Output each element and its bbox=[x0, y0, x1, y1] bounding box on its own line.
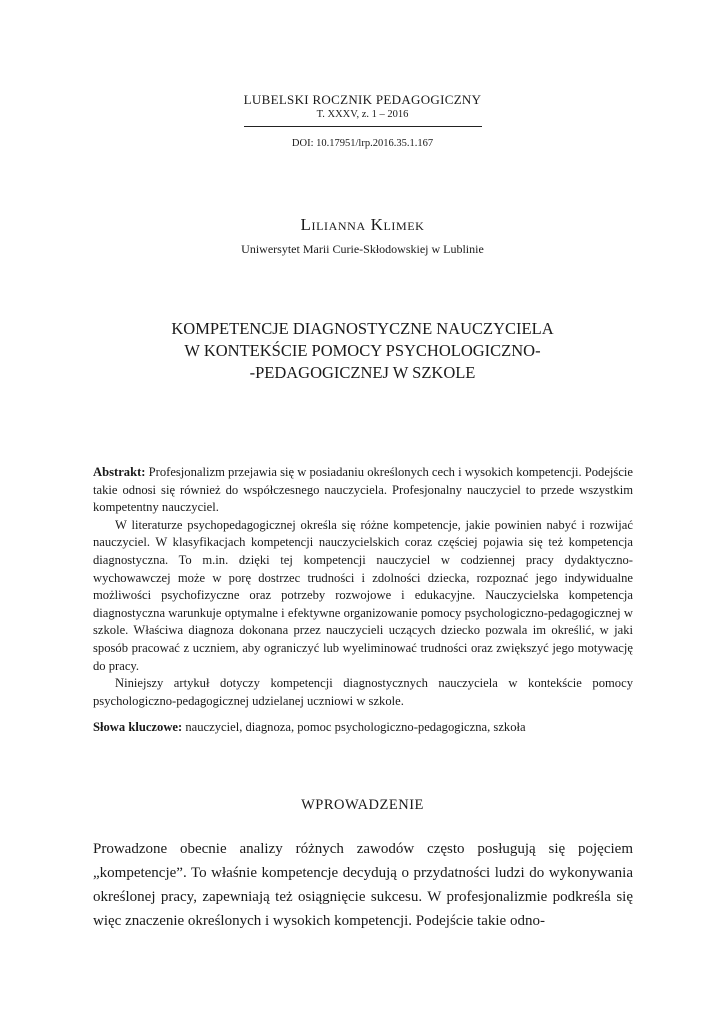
keywords-text: nauczyciel, diagnoza, pomoc psychologiczno-pedagogiczna, szkoła bbox=[182, 720, 526, 735]
doi-line: DOI: 10.17951/lrp.2016.35.1.167 bbox=[291, 138, 434, 149]
article-title bbox=[0, 318, 725, 384]
journal-volume: T. XXXV, z. 1 – 2016 bbox=[316, 109, 409, 120]
journal-name: LUBELSKI ROCZNIK PEDAGOGICZNY bbox=[243, 92, 482, 107]
abstract-paragraph: Niniejszy artykuł dotyczy kompetencji diagnostycznych nauczyciela w kontekście pomocy psychologiczno-pedagogicznej udzielanej uczniowi w szkole. bbox=[93, 676, 633, 708]
title-line: KOMPETENCJE DIAGNOSTYCZNE NAUCZYCIELA bbox=[171, 319, 554, 338]
title-line: W KONTEKŚCIE POMOCY PSYCHOLOGICZNO- bbox=[184, 341, 541, 360]
author-affiliation: Uniwersytet Marii Curie-Skłodowskiej w Lublinie bbox=[241, 242, 484, 256]
abstract-paragraph: W literaturze psychopedagogicznej określa się różne kompetencje, jakie powinien nabyć i rozwijać nauczyciel. W klasyfikacjach kompetencji nauczycielskich coraz częściej pojawia się też kompetencja diagnostyczna. To m.in. dzięki tej kompetencji nauczyciel w codziennej pracy dydaktyczno-wychowawczej może w porę dostrzec trudności i zdolności dziecka, rozpoznać jego indywidualne możliwości psychofizyczne oraz potrzeby rozwojowe i edukacyjne. Nauczycielska kompetencja diagnostyczna warunkuje optymalne i efektywne organizowanie pomocy psychologiczno-pedagogicznej w szkole. Właściwa diagnoza dokonana przez nauczycieli uczących dziecko pozwala im określić, w jaki sposób pracować z uczniem, aby ograniczyć lub wyeliminować trudności oraz zwiększyć jego motywację do pracy. bbox=[93, 517, 633, 673]
abstract-paragraph bbox=[93, 464, 633, 517]
abstract-text: Profesjonalizm przejawia się w posiadaniu określonych cech i wysokich kompetencji. Podejście takie odnosi się również do współczesnego nauczyciela. Profesjonalny nauczyciel to przede wszystkim kompetentny nauczyciel. bbox=[93, 465, 634, 515]
keywords bbox=[93, 719, 633, 737]
body-paragraph: Prowadzone obecnie analizy różnych zawodów często posługują się pojęciem „kompetencje”. To właśnie kompetencje decydują o przydatności ludzi do wykonywania określonej pracy, zapewniają też osiągnięcie sukcesu. W profesjonalizmie podkreśla się więc znaczenie określonych i wysokich kompetencji. Podejście takie odno- bbox=[93, 841, 633, 929]
journal-header bbox=[0, 92, 725, 127]
keywords-label: Słowa kluczowe: bbox=[93, 720, 183, 735]
abstract-block bbox=[93, 464, 633, 737]
body-text bbox=[93, 837, 633, 933]
section-heading: WPROWADZENIE bbox=[301, 797, 424, 813]
header-rule bbox=[244, 126, 482, 127]
abstract-label: Abstrakt: bbox=[93, 465, 146, 479]
author-name: Lilianna Klimek bbox=[300, 215, 425, 234]
title-line: -PEDAGOGICZNEJ W SZKOLE bbox=[249, 363, 476, 382]
